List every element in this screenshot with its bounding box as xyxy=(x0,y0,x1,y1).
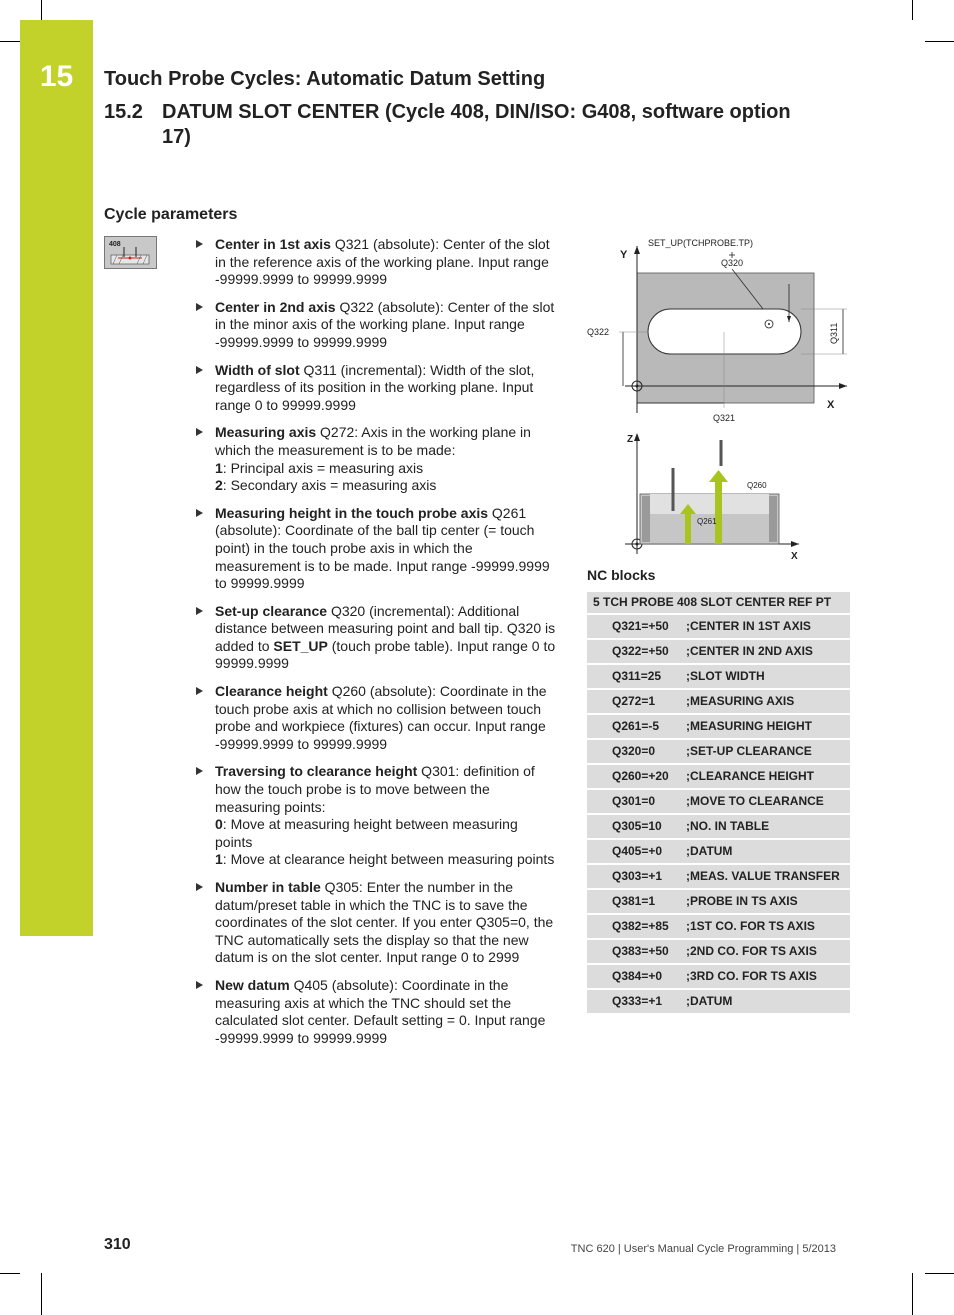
param-term: Clearance height xyxy=(215,683,328,700)
table-row xyxy=(587,740,850,763)
x-axis-label-top: X xyxy=(827,399,835,411)
param-desc: Q261 (absolute): Coordinate of the ball tip center (= touch point) in the touch probe axis in which the measurement is to be made. Input range -99999.9999 to 99999.9999 xyxy=(215,504,550,592)
z-axis-label: Z xyxy=(627,434,634,445)
param-term: New datum xyxy=(215,976,290,993)
nc-param: Q405=+0 xyxy=(587,840,686,863)
q261-label: Q261 xyxy=(697,517,717,526)
option-text: : Principal axis = measuring axis xyxy=(222,459,424,476)
nc-param: Q381=1 xyxy=(587,890,686,913)
option-text: : Move at measuring height between measuring points xyxy=(215,816,518,850)
nc-comment: ;DATUM xyxy=(686,840,850,863)
cycle-parameters-heading: Cycle parameters xyxy=(104,206,238,223)
crop-mark xyxy=(925,41,954,42)
nc-header-row xyxy=(587,592,850,613)
nc-comment: ;MEAS. VALUE TRANSFER xyxy=(686,865,850,888)
nc-param: Q383=+50 xyxy=(587,940,686,963)
nc-comment: ;2ND CO. FOR TS AXIS xyxy=(686,940,850,963)
param-term: Number in table xyxy=(215,879,321,895)
slot-shape xyxy=(648,309,801,354)
nc-param: Q320=0 xyxy=(587,740,686,763)
param-term: Set-up clearance xyxy=(215,602,328,619)
option-text: : Secondary axis = measuring axis xyxy=(222,477,437,494)
param-desc: Q405 (absolute): Coordinate in the measuring axis at which the TNC should set the calculated slot center. Default setting = 0. Input range -99999.9999 to 99999.9999 xyxy=(215,976,546,1046)
cycle-408-icon xyxy=(104,236,157,269)
table-row xyxy=(587,890,850,913)
nc-param: Q305=10 xyxy=(587,815,686,838)
nc-param: Q321=+50 xyxy=(587,615,686,638)
param-q272 xyxy=(193,424,557,494)
nc-comment: ;MEASURING AXIS xyxy=(686,690,850,713)
q322-label: Q322 xyxy=(587,327,610,337)
table-row xyxy=(587,915,850,938)
nc-comment: ;PROBE IN TS AXIS xyxy=(686,890,850,913)
page-number: 310 xyxy=(104,1236,131,1253)
nc-param: Q384=+0 xyxy=(587,965,686,988)
param-q260 xyxy=(193,683,557,753)
section-title-line1: DATUM SLOT CENTER (Cycle 408, DIN/ISO: G408, software option xyxy=(162,101,791,123)
q260-arrow xyxy=(709,470,728,482)
param-term: Center in 2nd axis xyxy=(215,298,336,315)
table-row xyxy=(587,615,850,638)
table-row xyxy=(587,990,850,1013)
param-term: Center in 1st axis xyxy=(215,236,331,252)
param-q305 xyxy=(193,879,557,967)
param-q261 xyxy=(193,505,557,593)
param-desc: Q321 (absolute): Center of the slot in the reference axis of the working plane. Input range -99999.9999 to 99999.9999 xyxy=(215,236,550,288)
param-term: Measuring axis xyxy=(215,424,317,441)
table-row xyxy=(587,665,850,688)
param-desc: Q305: Enter the number in the datum/preset table in which the TNC is to save the coordinates of the slot center. If you enter Q305=0, the TNC automatically sets the display so that the new datum is on the slot center. Input range 0 to 2999 xyxy=(215,879,554,966)
q260-label: Q260 xyxy=(747,481,767,490)
nc-comment: ;DATUM xyxy=(686,990,850,1013)
crop-mark xyxy=(0,41,20,42)
section-number: 15.2 xyxy=(104,101,143,123)
param-q301 xyxy=(193,763,557,869)
footer-text: TNC 620 | User's Manual Cycle Programming | 5/2013 xyxy=(570,1243,836,1255)
table-row xyxy=(587,765,850,788)
param-q322 xyxy=(193,299,557,352)
crop-mark xyxy=(41,0,42,20)
nc-comment: ;CLEARANCE HEIGHT xyxy=(686,765,850,788)
x-axis-label-side: X xyxy=(791,551,798,562)
q321-label: Q321 xyxy=(713,413,736,423)
param-desc: Q311 (incremental): Width of the slot, regardless of its position in the working plane. Input range 0 to 99999.9999 xyxy=(215,361,535,413)
option-key: 0 xyxy=(215,816,223,833)
param-q405 xyxy=(193,977,557,1047)
nc-comment: ;CENTER IN 1ST AXIS xyxy=(686,615,850,638)
param-term: Measuring height in the touch probe axis xyxy=(215,504,489,521)
table-row xyxy=(587,690,850,713)
parameter-list xyxy=(193,236,557,1057)
chapter-number: 15 xyxy=(39,60,74,93)
nc-param: Q303=+1 xyxy=(587,865,686,888)
param-desc: Q272: Axis in the working plane in which the measurement is to be made: xyxy=(215,424,531,458)
nc-comment: ;CENTER IN 2ND AXIS xyxy=(686,640,850,663)
section-title-line2: 17) xyxy=(162,126,191,148)
crop-mark xyxy=(912,1273,913,1315)
param-desc: Q322 (absolute): Center of the slot in the minor axis of the working plane. Input range -99999.9999 to 99999.9999 xyxy=(215,298,555,350)
param-desc: Q301: definition of how the touch probe is to move between the measuring points: xyxy=(215,763,535,815)
nc-comment: ;3RD CO. FOR TS AXIS xyxy=(686,965,850,988)
cycle-icon-label: 408 xyxy=(109,241,121,248)
param-desc: Q260 (absolute): Coordinate in the touch probe axis at which no collision between touch probe and workpiece (fixtures) can occur. Input range -99999.9999 to 99999.9999 xyxy=(215,683,547,752)
table-row xyxy=(587,965,850,988)
nc-param: Q260=+20 xyxy=(587,765,686,788)
chapter-title: Touch Probe Cycles: Automatic Datum Setting xyxy=(104,68,546,90)
table-row xyxy=(587,940,850,963)
option-text: : Move at clearance height between measuring points xyxy=(222,851,555,868)
table-row xyxy=(587,640,850,663)
keyword: SET_UP xyxy=(273,637,328,654)
nc-comment: ;SET-UP CLEARANCE xyxy=(686,740,850,763)
param-term: Width of slot xyxy=(215,361,300,378)
chapter-sidebar xyxy=(20,20,93,936)
nc-comment: ;MEASURING HEIGHT xyxy=(686,715,850,738)
nc-header-cell: 5 TCH PROBE 408 SLOT CENTER REF PT xyxy=(587,592,850,613)
setup-label: SET_UP(TCHPROBE.TP) xyxy=(648,238,754,248)
slot-diagram xyxy=(585,236,855,566)
param-desc: Q320 (incremental): Additional distance between measuring point and ball tip. Q320 is added to xyxy=(215,602,556,654)
q311-label: Q311 xyxy=(829,322,839,344)
param-term: Traversing to clearance height xyxy=(215,763,418,780)
crop-mark xyxy=(0,1273,20,1274)
crop-mark xyxy=(912,0,913,20)
section-title xyxy=(104,100,791,150)
q320-label: Q320 xyxy=(720,258,744,268)
option-key: 2 xyxy=(215,477,223,494)
nc-param: Q322=+50 xyxy=(587,640,686,663)
nc-param: Q301=0 xyxy=(587,790,686,813)
param-q311 xyxy=(193,362,557,415)
nc-comment: ;NO. IN TABLE xyxy=(686,815,850,838)
nc-param: Q272=1 xyxy=(587,690,686,713)
nc-comment: ;SLOT WIDTH xyxy=(686,665,850,688)
nc-comment: ;MOVE TO CLEARANCE xyxy=(686,790,850,813)
nc-param: Q261=-5 xyxy=(587,715,686,738)
crop-mark xyxy=(925,1273,954,1274)
nc-param: Q311=25 xyxy=(587,665,686,688)
y-axis-label: Y xyxy=(620,249,628,261)
table-row xyxy=(587,815,850,838)
nc-param: Q333=+1 xyxy=(587,990,686,1013)
nc-comment: ;1ST CO. FOR TS AXIS xyxy=(686,915,850,938)
param-q320 xyxy=(193,603,557,673)
param-desc-cont: (touch probe table). Input range 0 to 99999.9999 xyxy=(215,637,556,672)
table-row xyxy=(587,865,850,888)
nc-param: Q382=+85 xyxy=(587,915,686,938)
table-row xyxy=(587,715,850,738)
table-row xyxy=(587,840,850,863)
table-row xyxy=(587,790,850,813)
option-key: 1 xyxy=(215,459,223,476)
crop-mark xyxy=(41,1273,42,1315)
param-q321 xyxy=(193,236,557,289)
nc-blocks-heading: NC blocks xyxy=(587,567,656,583)
nc-blocks-table xyxy=(587,590,850,1015)
option-key: 1 xyxy=(215,851,223,868)
